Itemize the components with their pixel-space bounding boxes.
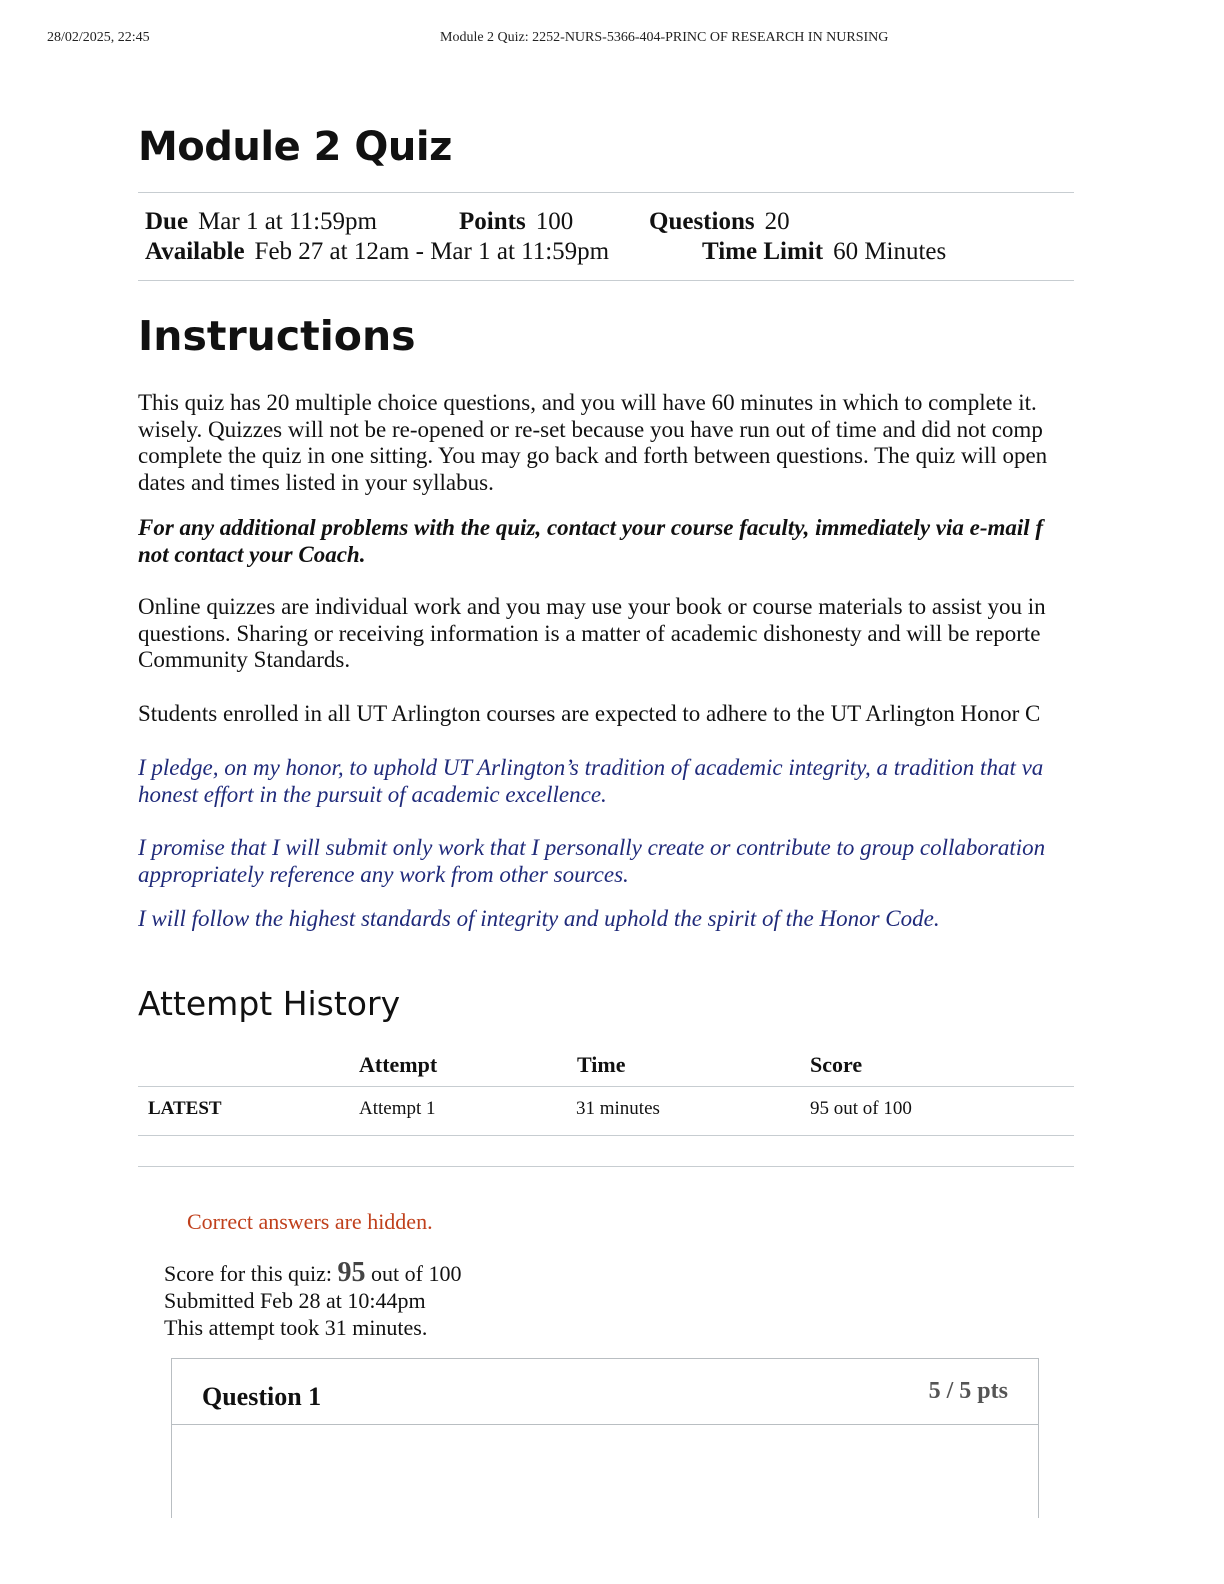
honor-pledge-1: I pledge, on my honor, to uphold UT Arlington’s tradition of academic integrity, a tradition that va honest effort in the pursuit of academic excellence. [138, 755, 1044, 807]
answers-hidden-notice: Correct answers are hidden. [187, 1209, 433, 1234]
attempt-duration: This attempt took 31 minutes. [164, 1315, 428, 1340]
attempt-history-heading: Attempt History [138, 984, 401, 1023]
instructions-heading: Instructions [138, 312, 416, 360]
column-header-score: Score [810, 1052, 863, 1077]
attempt-link[interactable]: Attempt 1 [359, 1098, 436, 1119]
available-field [145, 238, 609, 266]
table-header-divider [138, 1086, 1074, 1087]
time-limit-field [702, 238, 946, 266]
print-datetime: 28/02/2025, 22:45 [47, 30, 150, 45]
latest-tag: LATEST [148, 1098, 222, 1119]
questions-label: Questions [649, 208, 755, 235]
score-prefix: Score for this quiz: [164, 1261, 338, 1286]
available-value: Feb 27 at 12am - Mar 1 at 11:59pm [254, 238, 610, 265]
section-divider [138, 1166, 1074, 1167]
time-limit-label: Time Limit [702, 238, 824, 265]
title-divider [138, 192, 1074, 193]
submitted-time: Submitted Feb 28 at 10:44pm [164, 1288, 426, 1313]
questions-value: 20 [764, 208, 790, 235]
quiz-meta-row-1 [145, 208, 377, 236]
question-label: Question 1 [202, 1382, 322, 1411]
points-value: 100 [535, 208, 574, 235]
available-label: Available [145, 238, 245, 265]
question-header [172, 1359, 1038, 1425]
score-value: 95 [337, 1257, 366, 1288]
question-points: 5 / 5 pts [928, 1378, 1008, 1404]
instructions-paragraph-4: Students enrolled in all UT Arlington courses are expected to adhere to the UT Arlington Honor C [138, 701, 1041, 726]
quiz-title: Module 2 Quiz [138, 124, 452, 170]
honor-pledge-2: I promise that I will submit only work that I personally create or contribute to group collaboration appropriately reference any work from other sources. [138, 835, 1046, 887]
attempt-score: 95 out of 100 [810, 1098, 912, 1119]
honor-pledge-3: I will follow the highest standards of integrity and uphold the spirit of the Honor Code. [138, 906, 940, 931]
instructions-paragraph-1: This quiz has 20 multiple choice questions, and you will have 60 minutes in which to complete it. wisely. Quizzes will not be re-opened or re-set because you have run out of time and did not comp complete the quiz in one sitting. You may go back and forth between questions. The quiz will open dates and times listed in your syllabus. [138, 390, 1048, 495]
time-limit-value: 60 Minutes [833, 238, 947, 265]
questions-field [649, 208, 790, 236]
score-suffix: out of 100 [365, 1261, 462, 1286]
meta-divider [138, 280, 1074, 281]
due-label: Due [145, 208, 189, 235]
due-field [145, 208, 377, 235]
column-header-attempt: Attempt [359, 1052, 438, 1077]
due-value: Mar 1 at 11:59pm [198, 208, 377, 235]
column-header-time: Time [577, 1052, 626, 1077]
points-label: Points [459, 208, 526, 235]
question-card [171, 1358, 1039, 1518]
points-field [459, 208, 573, 236]
table-row-divider [138, 1135, 1074, 1136]
print-page-title: Module 2 Quiz: 2252-NURS-5366-404-PRINC OF RESEARCH IN NURSING [440, 30, 889, 45]
attempt-time: 31 minutes [576, 1098, 660, 1119]
instructions-contact-note: For any additional problems with the quiz, contact your course faculty, immediately via e-mail f not contact your Coach. [138, 515, 1044, 567]
instructions-paragraph-3: Online quizzes are individual work and you may use your book or course materials to assist you in questions. Sharing or receiving information is a matter of academic dishonesty and will be reporte Community Standards. [138, 594, 1046, 672]
quiz-score-summary [164, 1257, 461, 1289]
print-header [47, 30, 1177, 50]
